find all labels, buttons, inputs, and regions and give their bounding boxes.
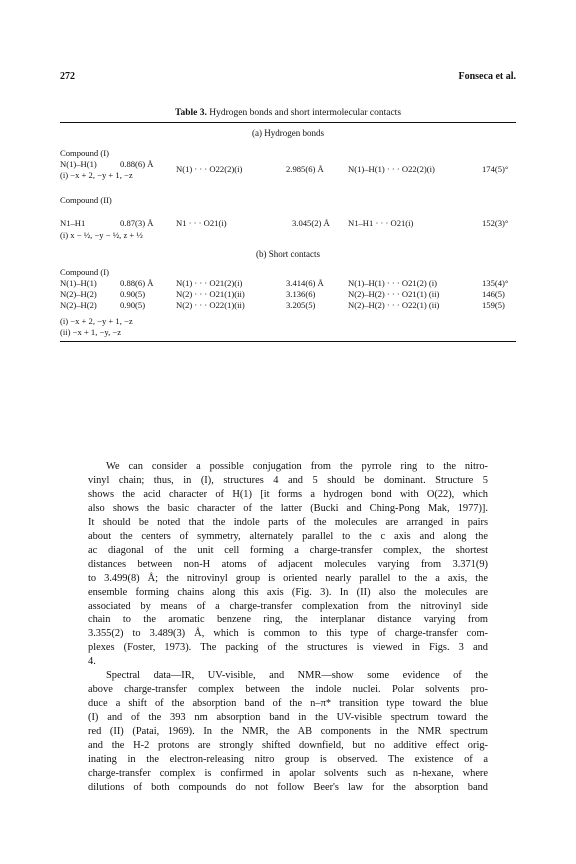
p1-line: also shows the basic character of the latter (Bucki and Ching-Pong Mak, 1977)]. [88,502,488,514]
b-row2-angle: 146(5) [482,289,505,299]
running-authors: Fonseca et al. [458,71,516,82]
p2-line: and the H-2 protons are strongly shifted downfield, but no additive effect orig- [88,740,488,752]
table-caption [0,108,576,118]
table-caption-label: Table 3. [174,108,207,118]
a-compound1-dist: 0.88(6) Å [120,159,154,169]
b-row2-bond: N(2)–H(2) [60,289,97,299]
a-compound1-bond: N(1)–H(1) [60,159,97,169]
p1-line: associated by means of a charge-transfer complexation from the nitrovinyl side [88,600,488,612]
a-compound1-title: Compound (I) [60,148,109,158]
paragraph-2 [88,669,488,795]
p1-line: about the centers of symmetry, alternately parallel to the c axis and along the [88,530,488,542]
p2-line: Spectral data—IR, UV-visible, and NMR—show some evidence of the [106,670,488,682]
a-compound1-contact-dist: 2.985(6) Å [286,164,324,174]
p1-line: distances between non-H atoms of adjacent molecules varying from 3.371(9) [88,558,488,570]
b-row1-cdist: 3.414(6) Å [286,278,324,288]
p1-line: vinyl chain; thus, in (I), structures 4 and 5 should be dominant. Structure 5 [88,474,488,486]
b-row1-contact: N(1) · · · O21(2)(i) [176,278,243,288]
b-row3-dist: 0.90(5) [120,300,146,310]
table-caption-text: Hydrogen bonds and short intermolecular contacts [209,108,402,118]
table-bottom-rule [60,341,516,342]
b-row3-cdist: 3.205(5) [286,300,316,310]
p2-line: above charge-transfer complex between the indole nuclei. Polar solvents pro- [88,684,488,696]
paragraph-1 [88,460,488,669]
b-compound1-title: Compound (I) [60,267,109,277]
b-row2-contact: N(2) · · · O21(1)(ii) [176,289,245,299]
body-text [88,460,488,795]
p2-line: duce a shift of the absorption band of the n–π* transition type toward the blue [88,698,488,710]
p1-line: shows the acid character of H(1) [it forms a hydrogen bond with O(22), which [88,488,488,500]
a-compound1-angle: 174(5)° [482,164,509,174]
p1-line: chain to the aromatic benzene ring, the interplanar distance varying from [88,614,488,626]
b-row3-contact: N(2) · · · O22(1)(ii) [176,300,245,310]
a-compound2-contact-dist: 3.045(2) Å [292,218,330,228]
section-b-heading: (b) Short contacts [256,249,320,259]
b-row2-angle-label: N(2)–H(2) · · · O21(1) (ii) [348,289,440,299]
p1-line: 3.355(2) to 3.489(3) Å, which is common to this type of charge-transfer com- [88,628,488,640]
p1-line: 4. [88,656,96,668]
a-compound1-sym: (i) −x + 2, −y + 1, −z [60,170,133,180]
b-row2-cdist: 3.136(6) [286,289,316,299]
p1-line: ac diagonal of the unit cell forming a charge-transfer complex, the shortest [88,544,488,556]
b-row1-dist: 0.88(6) Å [120,278,154,288]
p1-line: We can consider a possible conjugation from the pyrrole ring to the nitro- [106,461,488,472]
a-compound2-bond: N1–H1 [60,218,86,228]
p2-line: red (II) (Patai, 1969). In the NMR, the AB components in the NMR spectrum [88,726,488,738]
b-sym2: (ii) −x + 1, −y, −z [60,327,122,337]
a-compound1-contact: N(1) · · · O22(2)(i) [176,164,243,174]
a-compound2-dist: 0.87(3) Å [120,218,154,228]
a-compound2-sym: (i) x − ½, −y − ½, z + ½ [60,230,143,240]
table-top-rule [60,122,516,123]
a-compound2-title: Compound (II) [60,195,112,205]
b-row1-angle: 135(4)° [482,278,509,288]
b-sym1: (i) −x + 2, −y + 1, −z [60,316,133,326]
b-row1-bond: N(1)–H(1) [60,278,97,288]
page-number: 272 [60,71,75,82]
p1-line: plexes (Foster, 1973). The packing of the structures is viewed in Figs. 3 and [88,642,488,654]
p1-line: ensemble forming chains along this axis (Fig. 3). In (II) also the molecules are [88,586,488,598]
b-row1-angle-label: N(1)–H(1) · · · O21(2) (i) [348,278,438,288]
b-row3-angle: 159(5) [482,300,505,310]
b-row3-angle-label: N(2)–H(2) · · · O22(1) (ii) [348,300,440,310]
a-compound1-angle-label: N(1)–H(1) · · · O22(2)(i) [348,164,435,174]
p2-line: inating in the electron-releasing nitro group is observed. The existence of a [88,754,488,766]
p2-line: (I) and of the 393 nm absorption band in the UV-visible spectrum toward the [88,712,488,724]
b-row2-dist: 0.90(5) [120,289,146,299]
p1-line: It should be noted that the indole parts of the molecules are arranged in pairs [88,516,488,528]
running-header [60,71,516,85]
p2-line: charge-transfer complex is confirmed in apolar solvents such as n-hexane, where [88,767,488,779]
p2-line: dilutions of both compounds do not follow Beer's law for the absorption band [88,781,488,793]
a-compound2-angle: 152(3)° [482,218,509,228]
section-a-heading: (a) Hydrogen bonds [252,128,324,138]
a-compound2-contact: N1 · · · O21(i) [176,218,227,228]
p1-line: to 3.499(8) Å; the nitrovinyl group is oriented nearly parallel to the a axis, the [88,572,488,584]
b-row3-bond: N(2)–H(2) [60,300,97,310]
a-compound2-angle-label: N1–H1 · · · O21(i) [348,218,414,228]
